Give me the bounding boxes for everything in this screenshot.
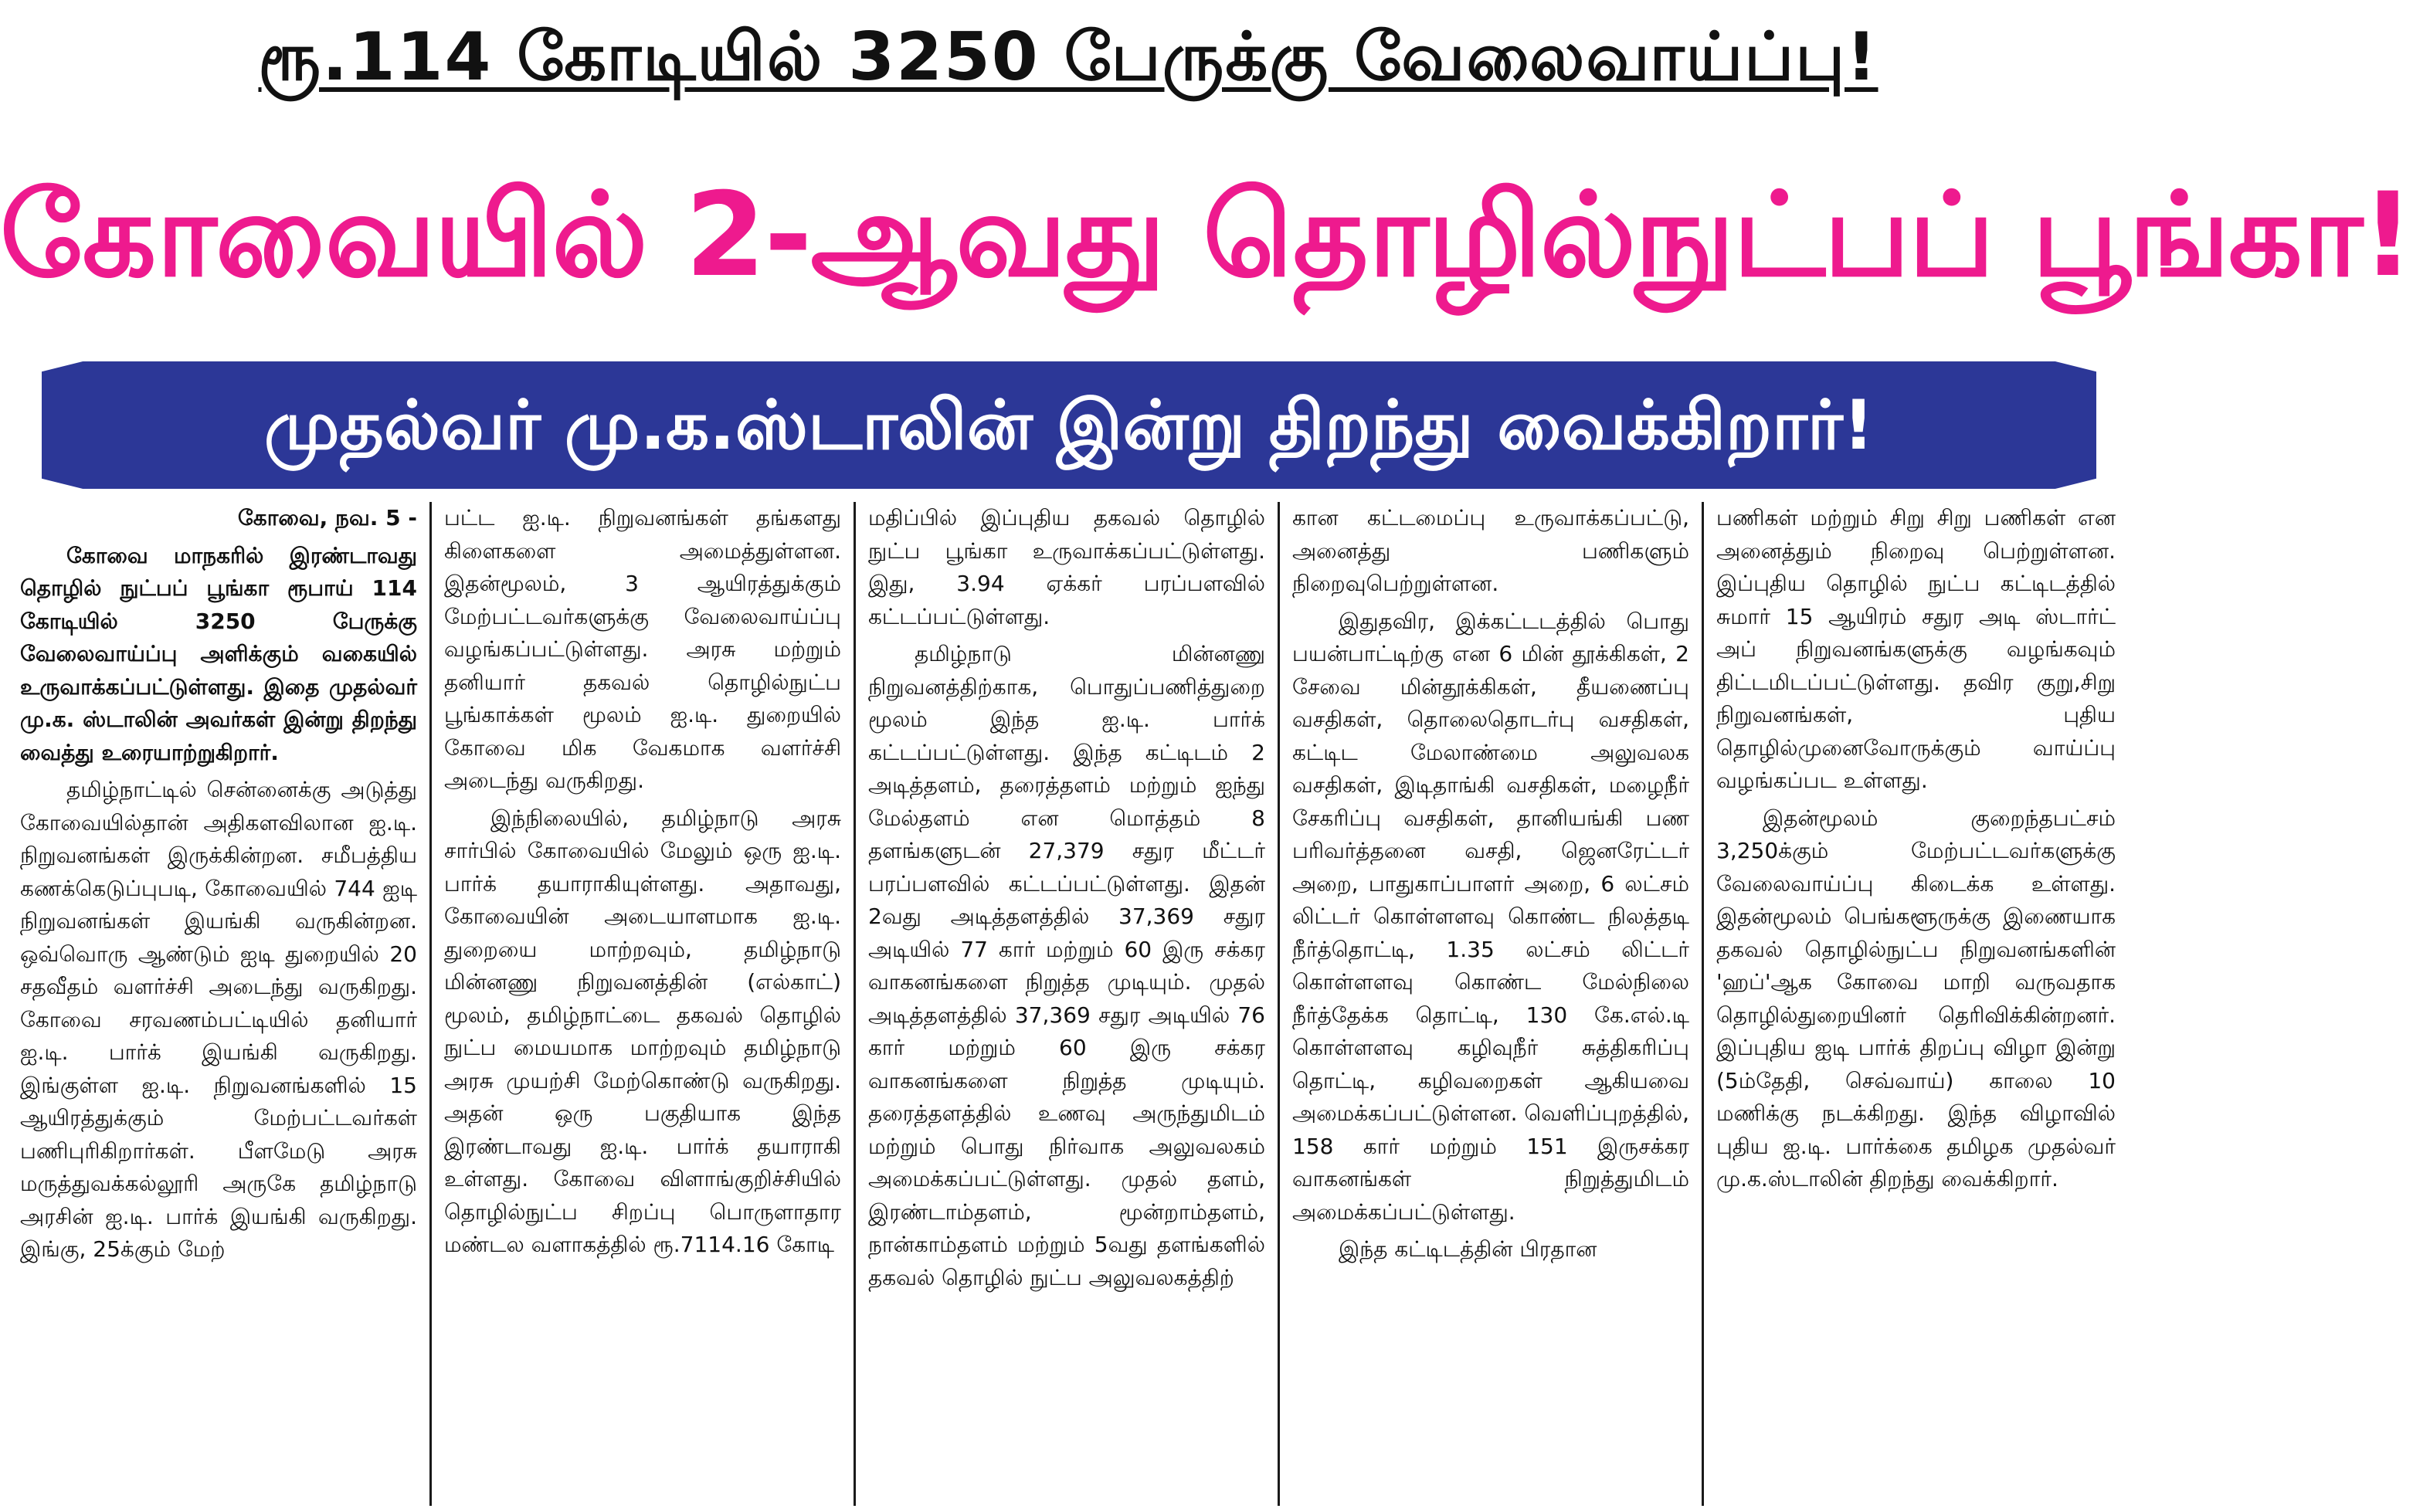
column-3 xyxy=(856,502,1280,1506)
paragraph: இதன்மூலம் குறைந்தபட்சம் 3,250க்கும் மேற்பட்டவர்களுக்கு வேலைவாய்ப்பு கிடைக்க உள்ளது. இதன்மூலம் பெங்களூருக்கு இணையாக தகவல் தொழில்நுட்ப நிறுவனங்களின் 'ஹப்'ஆக கோவை மாறி வருவதாக தொழில்துறையினர் தெரிவிக்கின்றனர். இப்புதிய ஐடி பார்க் திறப்பு விழா இன்று (5ம்தேதி, செவ்வாய்) காலை 10 மணிக்கு நடக்கிறது. இந்த விழாவில் புதிய ஐ.டி. பார்க்கை தமிழக முதல்வர் மு.க.ஸ்டாலின் திறந்து வைக்கிறார். xyxy=(1716,805,2116,1192)
lead-paragraph: கோவை மாநகரில் இரண்டாவது தொழில் நுட்பப் பூங்கா ரூபாய் 114 கோடியில் 3250 பேருக்கு வேலைவாய்ப்பு அளிக்கும் வகையில் உருவாக்கப்பட்டுள்ளது. இதை முதல்வர் மு.க. ஸ்டாலின் அவர்கள் இன்று திறந்து வைத்து உரையாற்றுகிறார். xyxy=(20,542,417,765)
kicker-text: ரூ.114 கோடியில் 3250 பேருக்கு வேலைவாய்ப்பு! xyxy=(258,19,1878,96)
article-body xyxy=(8,502,2129,1506)
column-4 xyxy=(1280,502,1704,1506)
column-1 xyxy=(8,502,432,1506)
paragraph: பட்ட ஐ.டி. நிறுவனங்கள் தங்களது கிளைகளை அமைத்துள்ளன. இதன்மூலம், 3 ஆயிரத்துக்கும் மேற்பட்டவர்களுக்கு வேலைவாய்ப்பு வழங்கப்பட்டுள்ளது. அரசு மற்றும் தனியார் தகவல் தொழில்நுட்ப பூங்காக்கள் மூலம் ஐ.டி. துறையில் கோவை மிக வேகமாக வளர்ச்சி அடைந்து வருகிறது. xyxy=(444,505,841,793)
subheadline: முதல்வர் மு.க.ஸ்டாலின் இன்று திறந்து வைக்கிறார்! xyxy=(263,385,1875,465)
paragraph: இந்த கட்டிடத்தின் பிரதான xyxy=(1339,1236,1597,1262)
column-2 xyxy=(432,502,856,1506)
main-headline: கோவையில் 2-ஆவது தொழில்நுட்பப் பூங்கா! xyxy=(0,168,2413,303)
paragraph: தமிழ்நாடு மின்னணு நிறுவனத்திற்காக, பொதுப்பணித்துறை மூலம் இந்த ஐ.டி. பார்க் கட்டப்பட்டுள்ளது. இந்த கட்டிடம் 2 அடித்தளம், தரைத்தளம் மற்றும் ஐந்து மேல்தளம் என மொத்தம் 8 தளங்களுடன் 27,379 சதுர மீட்டர் பரப்பளவில் கட்டப்பட்டுள்ளது. இதன் 2வது அடித்தளத்தில் 37,369 சதுர அடியில் 77 கார் மற்றும் 60 இரு சக்கர வாகனங்களை நிறுத்த முடியும். முதல் அடித்தளத்தில் 37,369 சதுர அடியில் 76 கார் மற்றும் 60 இரு சக்கர வாகனங்களை நிறுத்த முடியும். தரைத்தளத்தில் உணவு அருந்துமிடம் மற்றும் பொது நிர்வாக அலுவலகம் அமைக்கப்பட்டுள்ளது. முதல் தளம், இரண்டாம்தளம், மூன்றாம்தளம், நான்காம்தளம் மற்றும் 5வது தளங்களில் தகவல் தொழில் நுட்ப அலுவலகத்திற் xyxy=(868,641,1265,1290)
paragraph: இந்நிலையில், தமிழ்நாடு அரசு சார்பில் கோவையில் மேலும் ஒரு ஐ.டி. பார்க் தயாராகியுள்ளது. அதாவது, கோவையின் அடையாளமாக ஐ.டி. துறையை மாற்றவும், தமிழ்நாடு மின்னணு நிறுவனத்தின் (எல்காட்) மூலம், தமிழ்நாட்டை தகவல் தொழில் நுட்ப மையமாக மாற்றவும் தமிழ்நாடு அரசு முயற்சி மேற்கொண்டு வருகிறது. அதன் ஒரு பகுதியாக இந்த இரண்டாவது ஐ.டி. பார்க் தயாராகி உள்ளது. கோவை விளாங்குறிச்சியில் தொழில்நுட்ப சிறப்பு பொருளாதார மண்டல வளாகத்தில் ரூ.7114.16 கோடி xyxy=(444,805,841,1257)
column-5 xyxy=(1704,502,2128,1506)
paragraph: இதுதவிர, இக்கட்டடத்தில் பொது பயன்பாட்டிற்கு என 6 மின் தூக்கிகள், 2 சேவை மின்தூக்கிகள், தீயணைப்பு வசதிகள், தொலைதொடர்பு வசதிகள், கட்டிட மேலாண்மை அலுவலக வசதிகள், இடிதாங்கி வசதிகள், மழைநீர் சேகரிப்பு வசதிகள், தானியங்கி பண பரிவர்த்தனை வசதி, ஜெனரேட்டர் அறை, பாதுகாப்பாளர் அறை, 6 லட்சம் லிட்டர் கொள்ளளவு கொண்ட நிலத்தடி நீர்த்தொட்டி, 1.35 லட்சம் லிட்டர் கொள்ளளவு கொண்ட மேல்நிலை நீர்த்தேக்க தொட்டி, 130 கே.எல்.டி கொள்ளளவு கழிவுநீர் சுத்திகரிப்பு தொட்டி, கழிவறைகள் ஆகியவை அமைக்கப்பட்டுள்ளன. வெளிப்புறத்தில், 158 கார் மற்றும் 151 இருசக்கர வாகனங்கள் நிறுத்துமிடம் அமைக்கப்பட்டுள்ளது. xyxy=(1292,608,1689,1225)
paragraph: கான கட்டமைப்பு உருவாக்கப்பட்டு, அனைத்து பணிகளும் நிறைவுபெற்றுள்ளன. xyxy=(1292,505,1689,596)
paragraph: தமிழ்நாட்டில் சென்னைக்கு அடுத்து கோவையில்தான் அதிகளவிலான ஐ.டி. நிறுவனங்கள் இருக்கின்றன. சமீபத்திய கணக்கெடுப்புபடி, கோவையில் 744 ஐடி நிறுவனங்கள் இயங்கி வருகின்றன. ஒவ்வொரு ஆண்டும் ஐடி துறையில் 20 சதவீதம் வளர்ச்சி அடைந்து வருகிறது. கோவை சரவணம்பட்டியில் தனியார் ஐ.டி. பார்க் இயங்கி வருகிறது. இங்குள்ள ஐ.டி. நிறுவனங்களில் 15 ஆயிரத்துக்கும் மேற்பட்டவர்கள் பணிபுரிகிறார்கள். பீளமேடு அரசு மருத்துவக்கல்லூரி அருகே தமிழ்நாடு அரசின் ஐ.டி. பார்க் இயங்கி வருகிறது. இங்கு, 25க்கும் மேற் xyxy=(20,777,417,1262)
paragraph: பணிகள் மற்றும் சிறு சிறு பணிகள் என அனைத்தும் நிறைவு பெற்றுள்ளன. இப்புதிய தொழில் நுட்ப கட்டிடத்தில் சுமார் 15 ஆயிரம் சதுர அடி ஸ்டார்ட் அப் நிறுவனங்களுக்கு வழங்கவும் திட்டமிடப்பட்டுள்ளது. தவிர குறு,சிறு நிறுவனங்கள், புதிய தொழில்முனைவோருக்கும் வாய்ப்பு வழங்கப்பட உள்ளது. xyxy=(1716,505,2116,793)
paragraph: மதிப்பில் இப்புதிய தகவல் தொழில் நுட்ப பூங்கா உருவாக்கப்பட்டுள்ளது. இது, 3.94 ஏக்கர் பரப்பளவில் கட்டப்பட்டுள்ளது. xyxy=(868,505,1265,629)
dateline: கோவை, நவ. 5 - xyxy=(237,505,417,531)
kicker-headline xyxy=(0,3,2136,111)
